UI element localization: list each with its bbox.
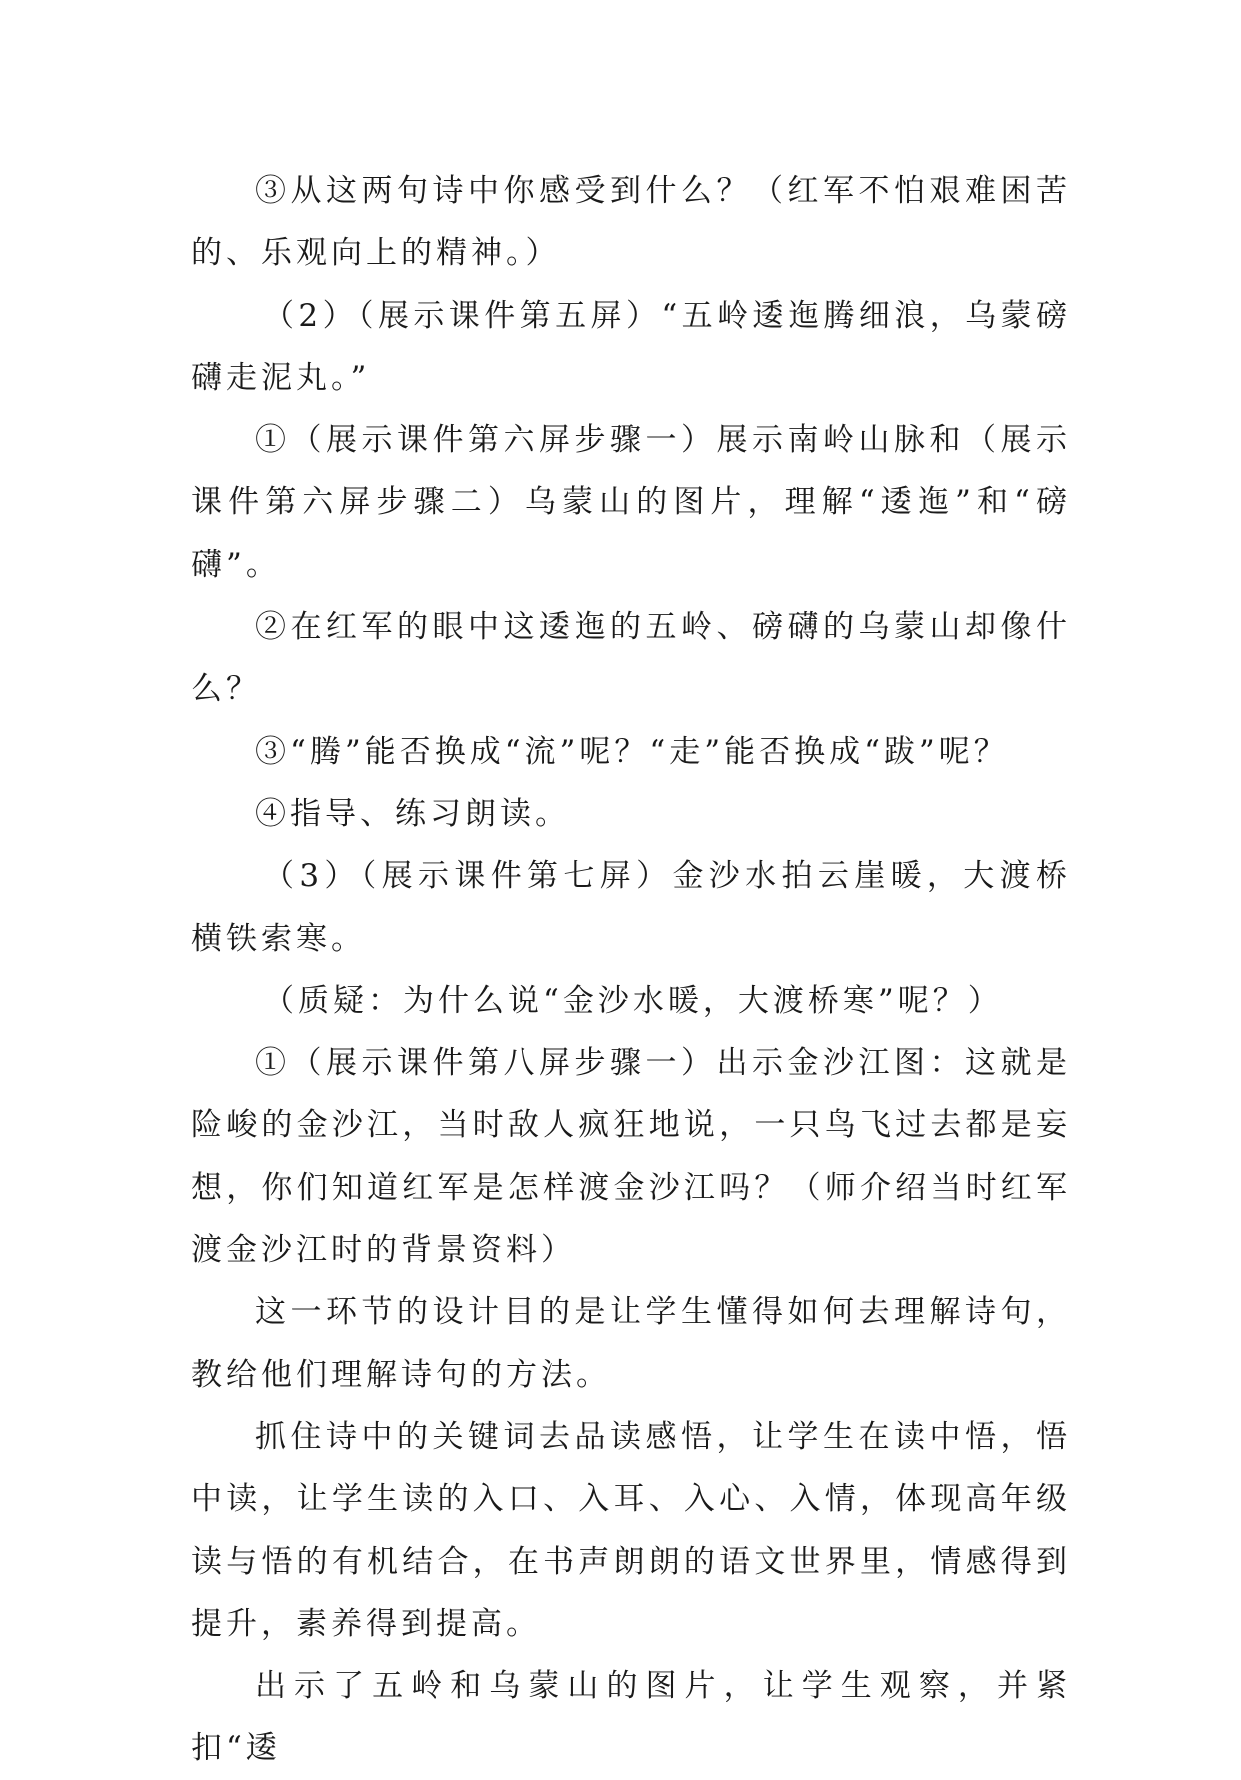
paragraph-question-3: ③从这两句诗中你感受到什么？（红军不怕艰难困苦的、乐观向上的精神。） [191,173,1071,272]
paragraph-step-2-red-army-view: ②在红军的眼中这逶迤的五岭、磅礴的乌蒙山却像什么？ [191,609,1071,708]
paragraph-keywords-reading: 抓住诗中的关键词去品读感悟，让学生在读中悟，悟中读，让学生读的入口、入耳、入心、入情，体现高年级读与悟的有机结合，在书声朗朗的语文世界里，情感得到提升，素养得到提高。 [191,1418,1071,1642]
paragraph-picture-observation: 出示了五岭和乌蒙山的图片，让学生观察，并紧扣“逶 [191,1668,1071,1767]
paragraph-section-2: （2）（展示课件第五屏）“五岭逶迤腾细浪，乌蒙磅礴走泥丸。” [191,297,1071,396]
document-body [191,160,1071,1780]
paragraph-step-3-word-choice: ③“腾”能否换成“流”呢？“走”能否换成“跋”呢？ [255,733,1009,770]
paragraph-section-3: （3）（展示课件第七屏）金沙水拍云崖暖，大渡桥横铁索寒。 [191,858,1071,957]
paragraph-design-purpose: 这一环节的设计目的是让学生懂得如何去理解诗句，教给他们理解诗句的方法。 [191,1294,1071,1393]
paragraph-jinsha-river: ①（展示课件第八屏步骤一）出示金沙江图：这就是险峻的金沙江，当时敌人疯狂地说，一只鸟飞过去都是妄想，你们知道红军是怎样渡金沙江吗？（师介绍当时红军渡金沙江时的背景资料） [191,1045,1071,1269]
paragraph-step-1-wuling: ①（展示课件第六屏步骤一）展示南岭山脉和（展示课件第六屏步骤二）乌蒙山的图片，理解“逶迤”和“磅礴”。 [191,422,1071,583]
paragraph-question-jinsha: （质疑：为什么说“金沙水暖，大渡桥寒”呢？） [263,982,1003,1019]
paragraph-step-4-reading: ④指导、练习朗读。 [255,795,570,832]
